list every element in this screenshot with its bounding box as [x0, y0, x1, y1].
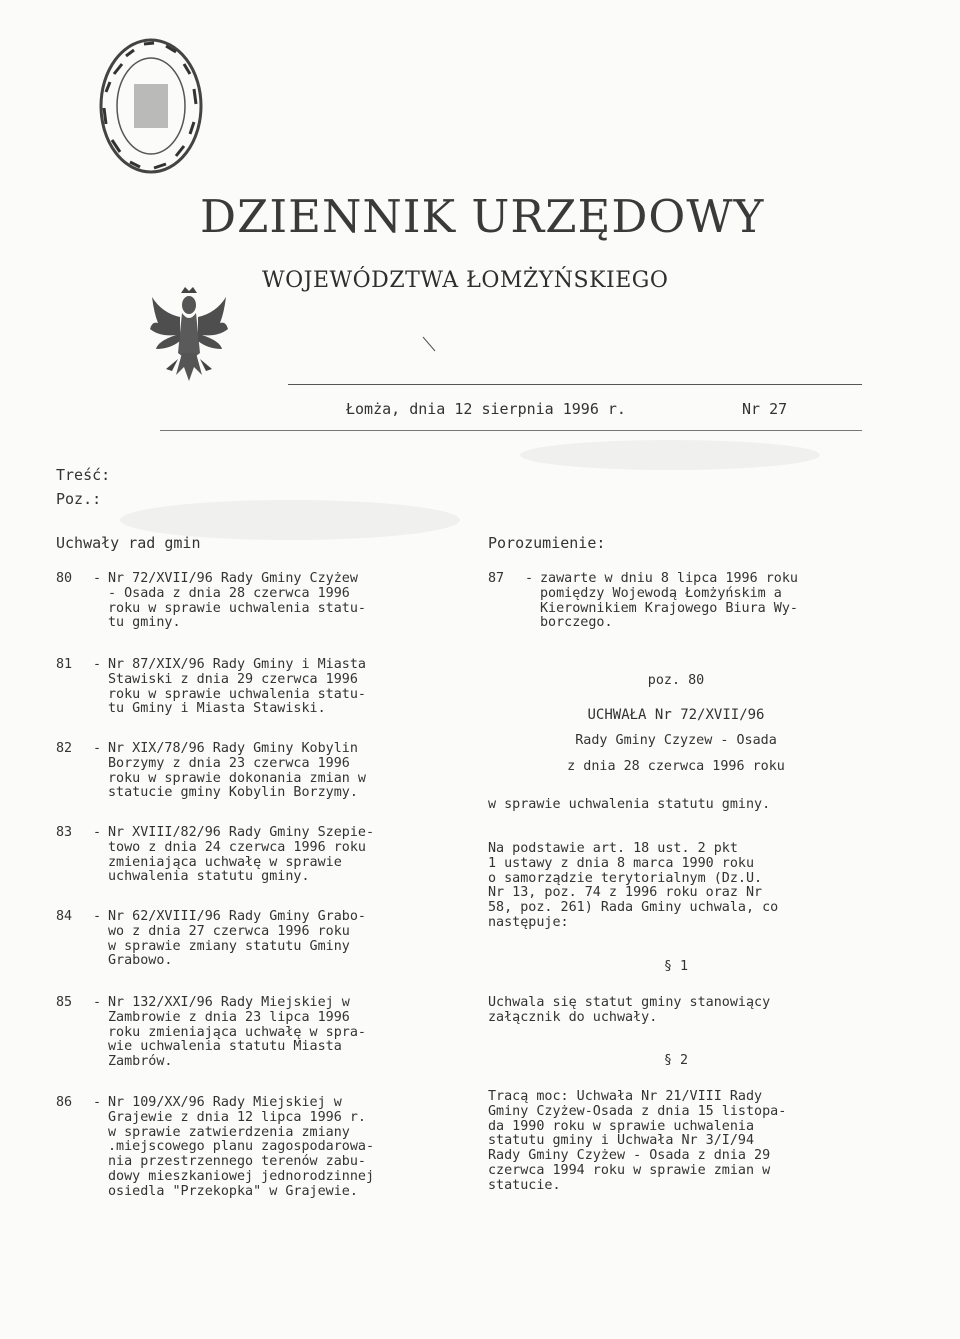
- agreement-title: Porozumienie:: [488, 534, 606, 552]
- contents-label: Treść:: [56, 466, 111, 484]
- agreement-entry: [488, 572, 864, 631]
- paragraph-2-heading: § 2: [663, 1053, 689, 1068]
- entry-number: 82: [56, 741, 73, 756]
- entry-dash: -: [92, 741, 102, 756]
- contents-entry: [56, 742, 436, 801]
- entry-text: zawarte w dniu 8 lipca 1996 roku pomiędzy Wojewodą Łomżyńskim a Kierownikiem Krajowego Biura Wy- borczego.: [540, 571, 798, 631]
- contents-entry: [56, 826, 436, 885]
- issue-number: Nr 27: [742, 400, 788, 418]
- entry-dash: -: [92, 1095, 102, 1110]
- journal-title: DZIENNIK URZĘDOWY: [200, 190, 765, 243]
- library-stamp: [96, 34, 206, 179]
- header-rule-bottom: [160, 430, 862, 431]
- entry-number: 81: [56, 657, 73, 672]
- entry-text: Nr XIX/78/96 Rady Gminy Kobylin Borzymy z dnia 23 czerwca 1996 roku w sprawie dokonania zmian w statucie gminy Kobylin Borzymy.: [108, 741, 366, 801]
- entry-number: 80: [56, 571, 73, 586]
- contents-entry: [56, 658, 436, 717]
- entry-dash: -: [524, 571, 534, 586]
- paragraph-2-text: Tracą moc: Uchwała Nr 21/VIII Rady Gminy Czyżew-Osada z dnia 15 listopa- da 1990 roku w sprawie uchwalenia statutu gminy i Uchwała Nr 3/I/94 Rady Gminy Czyżew - Osada z dnia 29 czerwca 1994 roku w sprawie zmian w statucie.: [488, 1089, 787, 1193]
- entry-dash: -: [92, 825, 102, 840]
- header-rule-top: [288, 384, 862, 385]
- entry-text: Nr 87/XIX/96 Rady Gminy i Miasta Stawiski z dnia 29 czerwca 1996 roku w sprawie uchwalenia statu- tu Gminy i Miasta Stawiski.: [108, 657, 366, 717]
- contents-entry: [56, 910, 436, 969]
- entry-text: Nr 62/XVIII/96 Rady Gminy Grabo- wo z dnia 27 czerwca 1996 roku w sprawie zmiany statutu Gminy Grabowo.: [108, 909, 366, 969]
- entry-number: 85: [56, 995, 73, 1010]
- resolution-subject: w sprawie uchwalenia statutu gminy.: [488, 797, 771, 812]
- entry-number: 83: [56, 825, 73, 840]
- poz-label: Poz.:: [56, 490, 102, 508]
- journal-subtitle: WOJEWÓDZTWA ŁOMŻYŃSKIEGO: [262, 268, 669, 293]
- resolution-date: z dnia 28 czerwca 1996 roku: [567, 759, 785, 774]
- entry-dash: -: [92, 657, 102, 672]
- entry-dash: -: [92, 995, 102, 1010]
- entry-number: 87: [488, 571, 505, 586]
- entry-text: Nr 132/XXI/96 Rady Miejskiej w Zambrowie z dnia 23 lipca 1996 roku zmieniająca uchwałę w spra- wie uchwalenia statutu Miasta Zambrów.: [108, 995, 366, 1070]
- resolution-council: Rady Gminy Czyzew - Osada: [575, 733, 777, 748]
- entry-dash: -: [92, 571, 102, 586]
- resolution-preamble: Na podstawie art. 18 ust. 2 pkt 1 ustawy z dnia 8 marca 1990 roku o samorządzie terytorialnym (Dz.U. Nr 13, poz. 74 z 1996 roku oraz Nr 58, poz. 261) Rada Gminy uchwala, co następuje:: [488, 841, 779, 930]
- entry-text: Nr 109/XX/96 Rady Miejskiej w Grajewie z dnia 12 lipca 1996 r. w sprawie zatwierdzenia zmiany .miejscowego planu zagospodarowa- nia przestrzennego terenów zabu- dowy mieszkaniowej jednorodzinnej osiedla "Przekopka" w Grajewie.: [108, 1095, 375, 1199]
- pen-mark: [422, 336, 436, 352]
- paper-stain: [520, 440, 820, 470]
- section-title: Uchwały rad gmin: [56, 534, 201, 552]
- issue-date: Łomża, dnia 12 sierpnia 1996 r.: [346, 400, 626, 418]
- resolution-poz: poz. 80: [647, 673, 705, 688]
- contents-entry: [56, 572, 436, 631]
- paragraph-1-heading: § 1: [663, 959, 689, 974]
- contents-entry: [56, 996, 436, 1070]
- resolution-title: UCHWAŁA Nr 72/XVII/96: [587, 707, 765, 723]
- entry-text: Nr 72/XVII/96 Rady Gminy Czyżew - Osada z dnia 28 czerwca 1996 roku w sprawie uchwalenia statu- tu gminy.: [108, 571, 366, 631]
- entry-number: 84: [56, 909, 73, 924]
- entry-number: 86: [56, 1095, 73, 1110]
- contents-entry: [56, 1096, 436, 1200]
- polish-eagle-emblem-icon: [148, 283, 230, 387]
- entry-dash: -: [92, 909, 102, 924]
- paragraph-1-text: Uchwala się statut gminy stanowiący załącznik do uchwały.: [488, 995, 771, 1025]
- entry-text: Nr XVIII/82/96 Rady Gminy Szepie- towo z dnia 24 czerwca 1996 roku zmieniająca uchwałę w sprawie uchwalenia statutu gminy.: [108, 825, 375, 885]
